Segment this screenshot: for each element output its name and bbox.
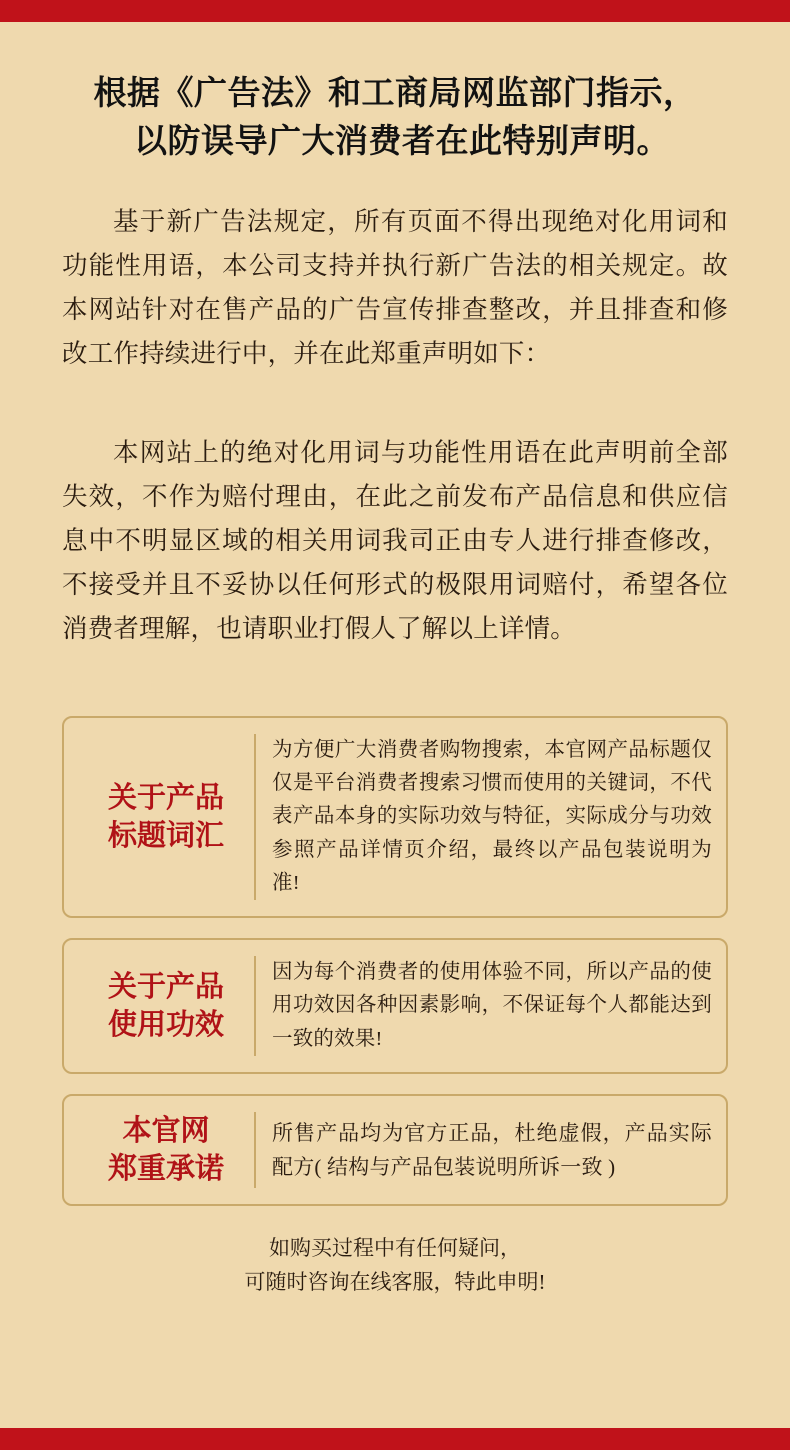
footer-line-2: 可随时咨询在线客服，特此申明! [244, 1269, 546, 1294]
page-content [0, 22, 790, 1428]
page-title-line-1: 根据《广告法》和工商局网监部门指示， [93, 76, 697, 112]
statement-paragraph-2: 本网站上的绝对化用词与功能性用语在此声明前全部失效，不作为赔付理由，在此之前发布产品信息和供应信息中不明显区域的相关用词我司正由专人进行排查修改，不接受并且不妥协以任何形式的极限用词赔付，希望各位消费者理解，也请职业打假人了解以上详情。 [62, 438, 728, 643]
statement-paragraph-1: 基于新广告法规定，所有页面不得出现绝对化用词和功能性用语，本公司支持并执行新广告法的相关规定。故本网站针对在售产品的广告宣传排查整改，并且排查和修改工作持续进行中，并在此郑重声明如下： [62, 207, 728, 368]
card-body: 为方便广大消费者购物搜索，本官网产品标题仅仅是平台消费者搜索习惯而使用的关键词，不代表产品本身的实际功效与特征，实际成分与功效参照产品详情页介绍，最终以产品包装说明为准! [272, 739, 712, 894]
footer-note [62, 1232, 728, 1299]
card-product-efficacy [62, 938, 728, 1074]
page-title [62, 70, 728, 166]
card-body: 所售产品均为官方正品，杜绝虚假，产品实际配方( 结构与产品包装说明所诉一致 ) [272, 1120, 712, 1179]
card-title-line-1: 本官网 [122, 1114, 210, 1147]
card-title [78, 734, 256, 900]
card-title-line-2: 使用功效 [107, 1008, 224, 1041]
top-accent-bar [0, 0, 790, 22]
bottom-accent-bar [0, 1428, 790, 1450]
card-title-line-1: 关于产品 [107, 970, 224, 1003]
card-title-line-2: 郑重承诺 [107, 1152, 224, 1185]
card-title-line-2: 标题词汇 [107, 820, 224, 853]
card-product-title-terms [62, 716, 728, 918]
footer-line-1: 如购买过程中有任何疑问， [269, 1236, 521, 1261]
statement-card-list [62, 716, 728, 1206]
card-title [78, 1112, 256, 1189]
card-title-line-1: 关于产品 [107, 781, 224, 814]
card-body: 因为每个消费者的使用体验不同，所以产品的使用功效因各种因素影响，不保证每个人都能达到一致的效果! [272, 961, 712, 1050]
card-title [78, 956, 256, 1056]
card-official-promise [62, 1094, 728, 1207]
page-title-line-2: 以防误导广大消费者在此特别声明。 [134, 124, 670, 161]
